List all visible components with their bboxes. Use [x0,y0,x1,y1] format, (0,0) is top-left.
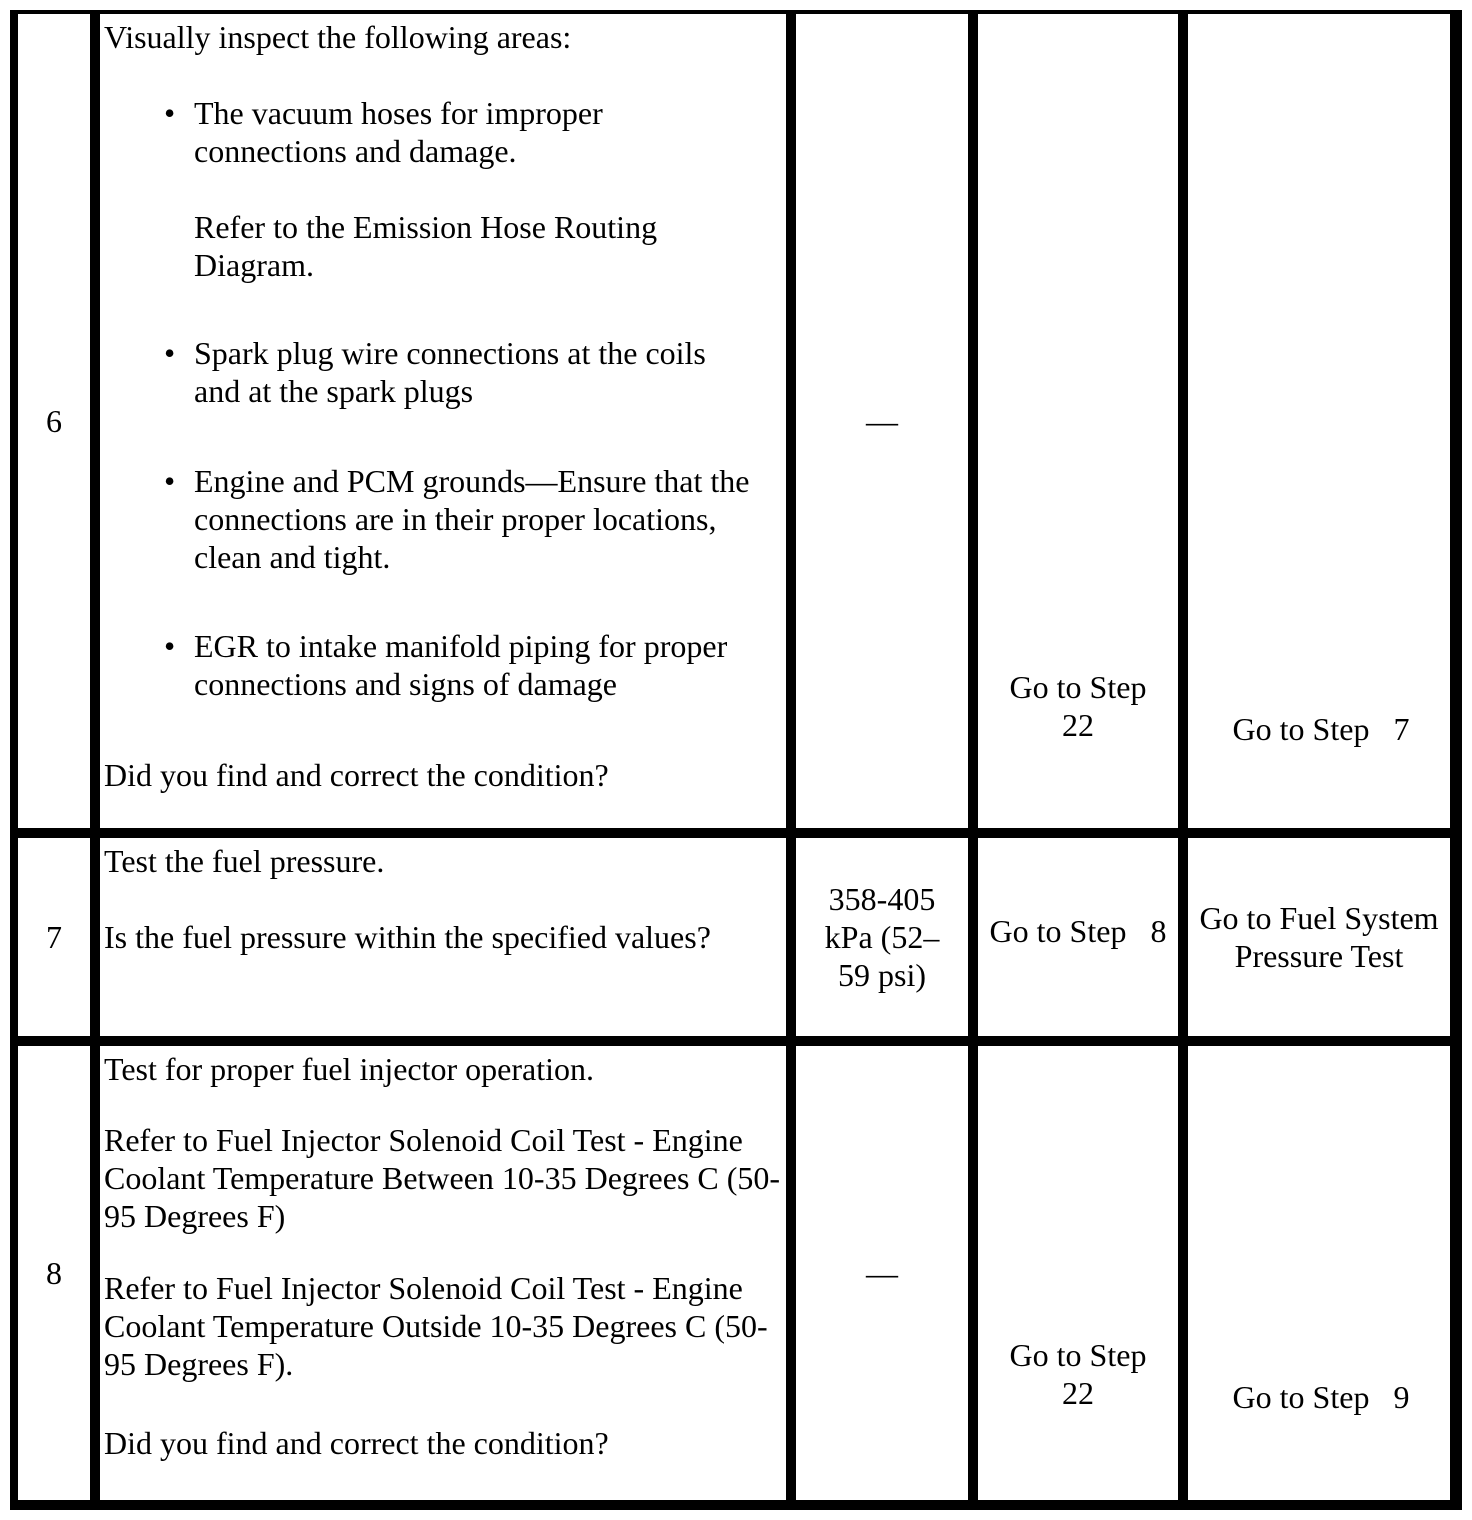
value-cell [794,12,970,830]
bullet-icon: • [164,463,176,499]
list-item [164,462,754,576]
action-cell [98,12,788,830]
no-cell [1186,836,1452,1038]
list-item-text: The vacuum hoses for improper connections and damage. [194,95,603,169]
bullet-icon: • [164,335,176,371]
bullet-icon: • [164,628,176,664]
action-cell [98,836,788,1038]
list-item [164,627,764,703]
yes-action: Go to Step 8 [989,913,1167,949]
reference-text: Refer to Fuel Injector Solenoid Coil Test - Engine Coolant Temperature Outside 10-35 Degrees C (50-95 Degrees F). [104,1270,768,1382]
step-number-cell [16,1044,92,1502]
action-question: Did you find and correct the condition? [104,1425,609,1461]
no-cell [1186,12,1452,830]
list-item-reference: Refer to the Emission Hose Routing Diagram. [194,209,658,283]
action-question: Did you find and correct the condition? [104,757,609,793]
action-intro: Visually inspect the following areas: [104,19,572,55]
inspection-list [104,94,782,703]
no-action: Go to Step 9 [1232,1379,1410,1415]
action-cell [98,1044,788,1502]
no-action: Go to Fuel System Pressure Test [1199,900,1439,974]
value-text: — [866,403,898,439]
step-number: 6 [46,403,62,439]
bullet-icon: • [164,95,176,131]
action-text: Test for proper fuel injector operation. [104,1051,595,1087]
value-cell [794,836,970,1038]
list-item-text: EGR to intake manifold piping for proper connections and signs of damage [194,628,728,702]
step-number: 7 [46,919,62,955]
list-item [164,334,754,410]
step-number-cell [16,836,92,1038]
value-cell [794,1044,970,1502]
list-item-text: Engine and PCM grounds—Ensure that the connections are in their proper locations, clean and tight. [194,463,750,575]
list-item-text: Spark plug wire connections at the coils and at the spark plugs [194,335,706,409]
yes-cell [976,12,1180,830]
value-text: — [866,1255,898,1291]
yes-cell [976,1044,1180,1502]
reference-text: Refer to Fuel Injector Solenoid Coil Test - Engine Coolant Temperature Between 10-35 Degrees C (50-95 Degrees F) [104,1122,781,1234]
value-text: 358-405 kPa (52–59 psi) [824,881,940,993]
list-item [164,94,754,284]
action-question: Is the fuel pressure within the specified values? [104,919,711,955]
step-number-cell [16,12,92,830]
yes-cell [976,836,1180,1038]
action-text: Test the fuel pressure. [104,843,385,879]
step-number: 8 [46,1255,62,1291]
diagnostic-table [10,10,1462,1510]
yes-action: Go to Step 22 [1009,1337,1147,1411]
yes-action: Go to Step 22 [1009,669,1147,743]
no-action: Go to Step 7 [1232,711,1410,747]
no-cell [1186,1044,1452,1502]
